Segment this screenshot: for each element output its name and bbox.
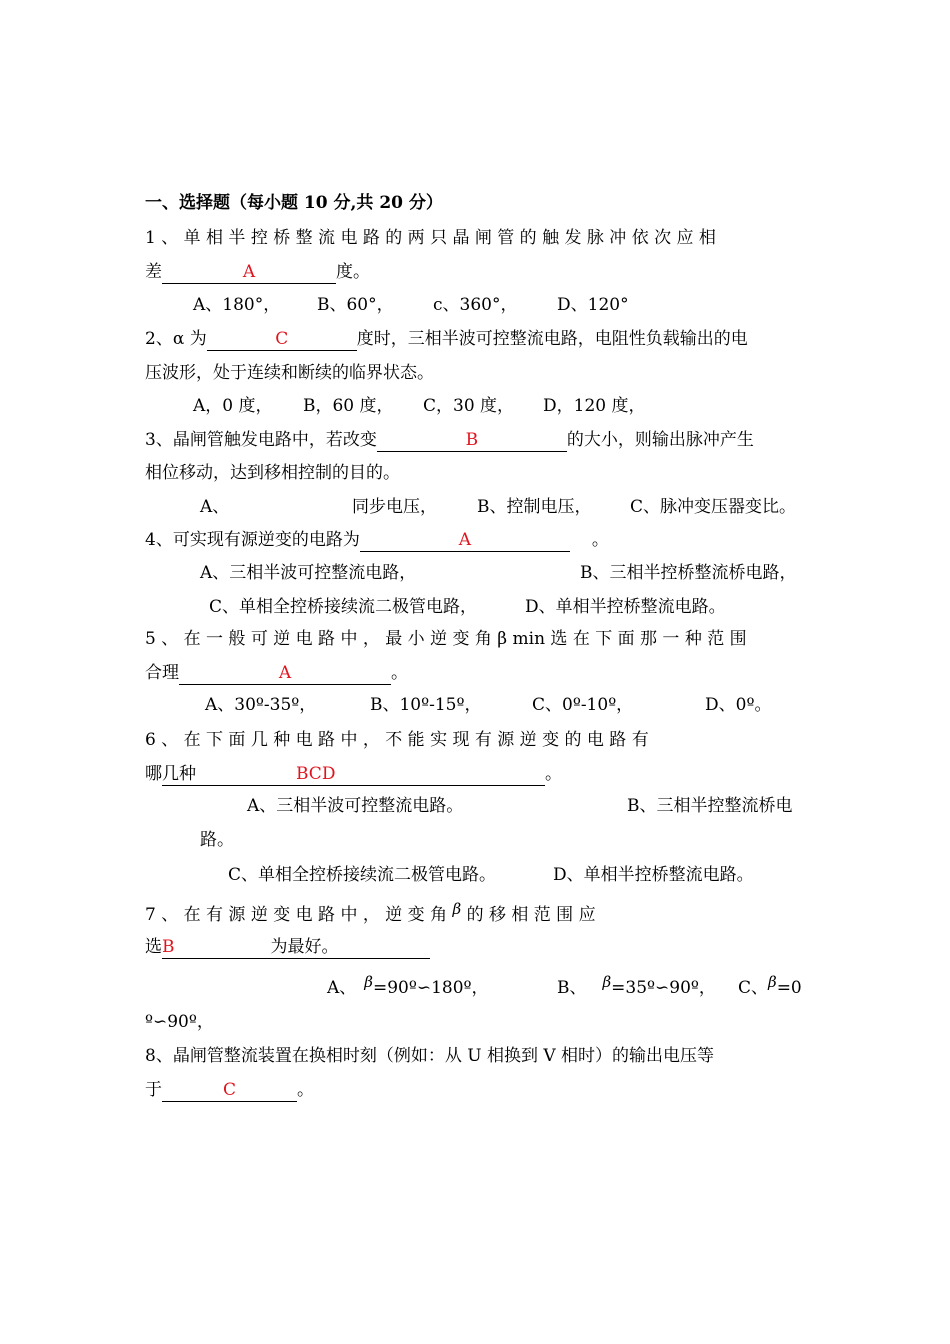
q7-option-c-beta: β	[768, 973, 777, 991]
q5-line2	[145, 662, 408, 685]
q5-option-d: D、0º。	[705, 695, 772, 715]
q2-line1	[145, 328, 748, 351]
q7-line1	[145, 900, 596, 926]
q1-option-a: A、180°，	[193, 295, 281, 315]
q1-answer: A	[242, 262, 256, 282]
q7-option-a-label: A、	[327, 978, 357, 998]
q4-line1	[145, 529, 609, 552]
q5-answer: A	[278, 663, 292, 683]
q7-option-c-label: C、	[738, 978, 769, 998]
q6-option-b: B、三相半控整流桥电	[627, 796, 793, 816]
q2-option-c: C，30 度，	[423, 396, 515, 416]
q7-option-b	[557, 973, 716, 999]
q7-option-a-value: =90º∽180º，	[372, 978, 489, 998]
q1-post: 度。	[336, 262, 370, 282]
q1-pre: 差	[145, 262, 162, 282]
q4-option-a: A、三相半波可控整流电路，	[200, 563, 417, 583]
q4-option-c: C、单相全控桥接续流二极管电路，	[209, 597, 478, 617]
q5-option-c: C、0º-10º，	[532, 695, 634, 715]
q6-line2	[145, 763, 562, 786]
q3-post: 的大小，则输出脉冲产生	[566, 430, 754, 450]
q2-pre: 2、α 为	[145, 329, 207, 349]
q7-option-c-value: =0	[776, 978, 802, 998]
q6-answer: BCD	[296, 764, 336, 784]
q8-answer: C	[222, 1080, 236, 1100]
q4-pre: 4、可实现有源逆变的电路为	[145, 530, 360, 550]
q6-option-d: D、单相半控桥整流电路。	[553, 865, 754, 885]
q3-option-a-text: 同步电压，	[352, 497, 437, 517]
q7-line2	[145, 936, 430, 959]
q3-option-c: C、脉冲变压器变比。	[630, 497, 797, 517]
q5-blank	[179, 662, 391, 685]
q4-blank	[360, 529, 570, 552]
q6-blank-prefix: 几种	[162, 764, 196, 784]
q5-option-b: B、10º-15º，	[370, 695, 482, 715]
q7-line1-post: 的 移 相 范 围 应	[466, 905, 596, 925]
q6-post: 。	[545, 764, 562, 784]
q3-line1	[145, 429, 754, 452]
q7-post: 为最好。	[270, 937, 339, 957]
q7-answer: B	[162, 937, 175, 957]
q8-line1: 8、晶闸管整流装置在换相时刻（例如：从 U 相换到 V 相时）的输出电压等	[145, 1046, 715, 1066]
q5-pre: 合理	[145, 663, 179, 683]
q8-line2	[145, 1079, 314, 1102]
q1-line1: 1 、 单 相 半 控 桥 整 流 电 路 的 两 只 晶 闸 管 的 触 发 脉 冲 依 次 应 相	[145, 228, 716, 248]
q4-post: 。	[591, 530, 609, 550]
q1-blank	[162, 261, 336, 284]
q2-option-d: D，120 度，	[543, 396, 646, 416]
q6-blank	[162, 763, 545, 786]
q6-option-b-cont: 路。	[200, 830, 234, 850]
q2-line2: 压波形，处于连续和断续的临界状态。	[145, 363, 434, 383]
q2-post: 度时，三相半波可控整流电路，电阻性负载输出的电	[356, 329, 748, 349]
q4-answer: A	[458, 530, 471, 550]
q7-option-c-cont: º∽90º，	[145, 1012, 214, 1032]
q7-blank	[162, 936, 430, 959]
q4-option-d: D、单相半控桥整流电路。	[525, 597, 726, 617]
q7-line1-pre: 7 、 在 有 源 逆 变 电 路 中 ， 逆 变 角	[145, 905, 448, 925]
q2-blank	[207, 328, 357, 351]
q2-option-a: A，0 度，	[193, 396, 273, 416]
q8-post: 。	[297, 1080, 314, 1100]
q7-pre: 选	[145, 937, 162, 957]
q6-option-c: C、单相全控桥接续流二极管电路。	[228, 865, 497, 885]
q6-option-a: A、三相半波可控整流电路。	[247, 796, 464, 816]
q3-line2: 相位移动，达到移相控制的目的。	[145, 463, 400, 483]
q7-option-b-beta: β	[602, 973, 612, 991]
q1-line2	[145, 261, 370, 284]
q3-option-a: A、	[200, 497, 230, 517]
q3-pre: 3、晶闸管触发电路中，若改变	[145, 430, 377, 450]
q1-option-b: B、60°，	[317, 295, 394, 315]
q8-pre: 于	[145, 1080, 162, 1100]
q8-blank	[162, 1079, 297, 1102]
q2-option-b: B，60 度，	[303, 396, 394, 416]
q6-line1: 6 、 在 下 面 几 种 电 路 中 ， 不 能 实 现 有 源 逆 变 的 电 路 有	[145, 730, 649, 750]
q7-option-a	[327, 973, 489, 999]
q3-blank	[377, 429, 567, 452]
q1-option-c: c、360°，	[433, 295, 518, 315]
q1-option-d: D、120°	[557, 295, 629, 315]
q3-answer: B	[465, 430, 479, 450]
q7-option-b-label: B、	[557, 978, 587, 998]
section-heading: 一、选择题（每小题 10 分,共 20 分）	[145, 193, 443, 213]
q4-option-b: B、三相半控桥整流桥电路，	[580, 563, 797, 583]
q7-option-c	[738, 973, 802, 999]
q7-option-a-beta: β	[364, 973, 373, 991]
q7-option-b-value: =35º∽90º，	[611, 978, 716, 998]
q2-answer: C	[275, 329, 289, 349]
q5-line1: 5 、 在 一 般 可 逆 电 路 中 ， 最 小 逆 变 角 β min 选 在 下 面 那 一 种 范 围	[145, 629, 747, 649]
q3-option-b: B、控制电压，	[477, 497, 592, 517]
q5-post: 。	[391, 663, 408, 683]
q5-option-a: A、30º-35º，	[205, 695, 317, 715]
q7-beta-symbol: β	[452, 900, 462, 918]
q6-pre: 哪	[145, 764, 162, 784]
